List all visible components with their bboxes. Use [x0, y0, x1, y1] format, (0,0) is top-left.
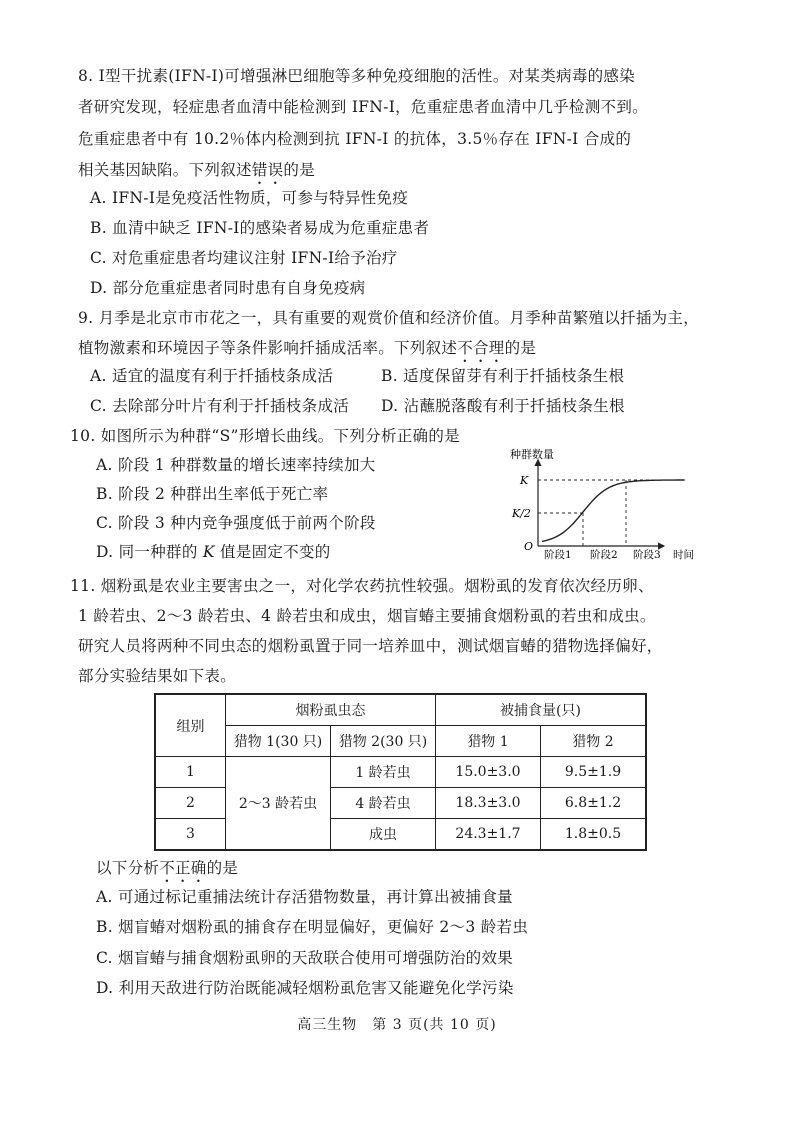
q8-stem-line-2: 者研究发现，轻症患者血清中能检测到 IFN-Ⅰ，危重症患者血清中几乎检测不到。: [78, 98, 648, 116]
th-eat2: 猎物 2: [541, 726, 647, 757]
q11-stem-line-4: 部分实验结果如下表。: [78, 667, 237, 685]
y-axis-label: 种群数量: [510, 448, 554, 461]
q9-option-b: B. 适度保留芽有利于扦插枝条生根: [381, 367, 625, 385]
q8-option-c: C. 对危重症患者均建议注射 IFN-Ⅰ给予治疗: [90, 249, 398, 267]
q10-option-b: B. 阶段 2 种群出生率低于死亡率: [96, 485, 329, 503]
cell-group: 3: [155, 819, 226, 851]
th-eaten: 被捕食量(只): [436, 694, 647, 726]
q8-stem-line-4: [78, 160, 315, 188]
q8-option-d: D. 部分危重症患者同时患有自身免疫病: [90, 279, 366, 297]
cell-eat1: 24.3±1.7: [436, 819, 541, 851]
q9-stem-2-text: 植物激素和环境因子等条件影响扦插成活率。下列叙述: [78, 339, 458, 357]
page-footer: 高三生物 第 3 页(共 10 页): [297, 1017, 497, 1033]
origin-label: O: [524, 540, 534, 553]
cell-eat2: 9.5±1.9: [541, 757, 647, 788]
q11-option-a: A. 可通过标记重捕法统计存活猎物数量，再计算出被捕食量: [96, 888, 513, 906]
q11-option-b: B. 烟盲蝽对烟粉虱的捕食存在明显偏好，更偏好 2～3 龄若虫: [96, 918, 529, 936]
q11-stem-line-3: 研究人员将两种不同虫态的烟粉虱置于同一培养皿中，测试烟盲蝽的猎物选择偏好，: [78, 637, 663, 655]
q11-option-c: C. 烟盲蝽与捕食烟粉虱卵的天敌联合使用可增强防治的效果: [96, 949, 514, 967]
q9-stem-2-end: 的是: [504, 339, 537, 357]
q10-option-d: [96, 542, 331, 562]
y-tick-half-k: K/2: [512, 507, 531, 520]
q9-option-c: C. 去除部分叶片有利于扦插枝条成活: [90, 397, 350, 415]
x-axis-label: 时间: [673, 549, 694, 561]
q8-option-a: A. IFN-Ⅰ是免疫活性物质，可参与特异性免疫: [90, 189, 409, 207]
x-tick-stage2: 阶段2: [590, 549, 618, 561]
predation-table: [154, 693, 647, 851]
x-tick-stage1: 阶段1: [544, 549, 572, 561]
x-tick-stage3: 阶段3: [633, 549, 661, 561]
cell-eat1: 15.0±3.0: [436, 757, 541, 788]
q11-question-text: 以下分析: [96, 859, 160, 877]
q10-d-text: D. 同一种群的: [96, 543, 203, 561]
cell-prey2: 成虫: [331, 819, 436, 851]
q8-stem-4-end: 的是: [283, 161, 316, 179]
q9-stem-line-1: 9. 月季是北京市市花之一，具有重要的观赏价值和经济价值。月季种苗繁殖以扦插为主，: [78, 309, 700, 327]
cell-eat2: 6.8±1.2: [541, 788, 647, 819]
q9-option-a: A. 适宜的温度有利于扦插枝条成活: [90, 367, 334, 385]
th-group: 组别: [155, 694, 226, 757]
q8-stem-4-text: 相关基因缺陷。下列叙述: [78, 161, 252, 179]
s-curve-line: [542, 480, 684, 541]
cell-eat2: 1.8±0.5: [541, 819, 647, 851]
cell-eat1: 18.3±3.0: [436, 788, 541, 819]
q10-option-c: C. 阶段 3 种内竞争强度低于前两个阶段: [96, 514, 376, 532]
q9-stem-line-2: [78, 338, 536, 366]
th-prey1: 猎物 1(30 只): [226, 726, 331, 757]
q10-option-a: A. 阶段 1 种群数量的增长速率持续加大: [96, 456, 376, 474]
q11-emphasis: 不正确: [159, 859, 207, 877]
cell-group: 2: [155, 788, 226, 819]
q9-emphasis: 不合理: [457, 339, 505, 357]
th-prey2: 猎物 2(30 只): [331, 726, 436, 757]
th-stage: 烟粉虱虫态: [226, 694, 436, 726]
th-eat1: 猎物 1: [436, 726, 541, 757]
q8-stem-line-3: 危重症患者中有 10.2％体内检测到抗 IFN-Ⅰ 的抗体，3.5％存在 IFN-Ⅰ 合成的: [78, 130, 632, 148]
q11-question-end: 的是: [206, 859, 239, 877]
q9-option-d: D. 沾蘸脱落酸有利于扦插枝条生根: [381, 397, 625, 415]
q8-option-b: B. 血清中缺乏 IFN-Ⅰ的感染者易成为危重症患者: [90, 219, 430, 237]
q10-d-k: K: [202, 543, 215, 561]
q8-stem-line-1: 8. Ⅰ型干扰素(IFN-Ⅰ)可增强淋巴细胞等多种免疫细胞的活性。对某类病毒的感染: [78, 67, 636, 85]
q11-stem-line-1: 11. 烟粉虱是农业主要害虫之一，对化学农药抗性较强。烟粉虱的发育依次经历卵、: [70, 577, 654, 595]
q10-stem: 10. 如图所示为种群“S”形增长曲线。下列分析正确的是: [70, 427, 460, 445]
cell-prey1-shared: 2～3 龄若虫: [226, 757, 331, 851]
cell-prey2: 4 龄若虫: [331, 788, 436, 819]
table-row: [155, 757, 646, 788]
q10-d-end: 值是固定不变的: [214, 543, 331, 561]
q11-stem-line-2: 1 龄若虫、2～3 龄若虫、4 龄若虫和成虫，烟盲蝽主要捕食烟粉虱的若虫和成虫。: [78, 607, 656, 625]
q8-emphasis: 错误: [251, 161, 284, 179]
cell-prey2: 1 龄若虫: [331, 757, 436, 788]
population-growth-chart: [508, 448, 704, 561]
cell-group: 1: [155, 757, 226, 788]
y-tick-k: K: [520, 474, 529, 487]
q11-question-line: [96, 858, 238, 886]
q11-option-d: D. 利用天敌进行防治既能减轻烟粉虱危害又能避免化学污染: [96, 979, 514, 997]
